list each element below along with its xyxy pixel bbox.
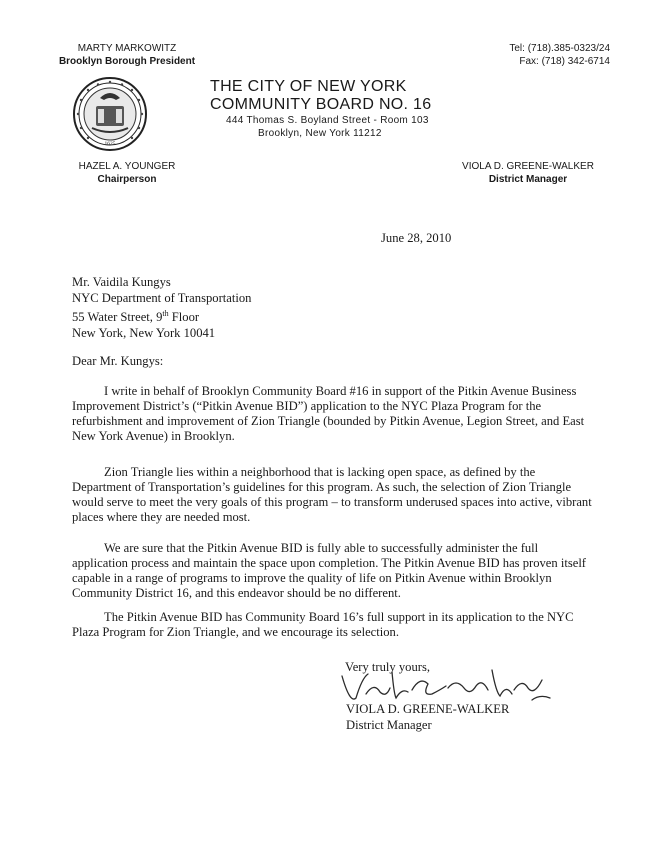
recipient-address — [72, 275, 251, 341]
body-paragraph-3: We are sure that the Pitkin Avenue BID is fully able to successfully administer the full application process and maintain the space upon completion. The Pitkin Avenue BID has proven itself capable in a range of programs to improve the quality of life on Pitkin Avenue within Brooklyn Community District 16, and this endeavor should be no different. — [72, 541, 587, 600]
title-line-2: COMMUNITY BOARD NO. 16 — [210, 96, 432, 113]
seal-year: 1625 — [104, 141, 116, 147]
address-line-2: Brooklyn, New York 11212 — [258, 128, 382, 139]
recipient-street: 55 Water Street, 9th Floor — [72, 309, 200, 325]
district-manager-title: District Manager — [488, 174, 568, 185]
signer-title: District Manager — [346, 717, 432, 732]
salutation: Dear Mr. Kungys: — [72, 354, 164, 368]
recipient-name: Mr. Vaidila Kungys — [72, 275, 171, 289]
chairperson-title: Chairperson — [97, 174, 157, 185]
borough-president-block — [52, 42, 202, 68]
district-manager-block — [448, 160, 608, 186]
title-line-1: THE CITY OF NEW YORK — [210, 78, 407, 95]
borough-president-name: MARTY MARKOWITZ — [77, 43, 177, 54]
letter-date: June 28, 2010 — [381, 231, 452, 245]
contact-block — [509, 42, 610, 68]
tel: Tel: (718).385-0323/24 — [509, 43, 610, 54]
recipient-org: NYC Department of Transportation — [72, 290, 252, 305]
signer-name: VIOLA D. GREENE-WALKER — [346, 702, 510, 716]
body-paragraph-2: Zion Triangle lies within a neighborhood that is lacking open space, as defined by the Department of Transportation’s guidelines for this program. As such, the selection of Zion Triangle would serve to meet the very goals of this program – to transform underused spaces into active, vibrant places where they are needed most. — [72, 465, 592, 524]
letterhead-title — [210, 78, 431, 140]
borough-president-title: Brooklyn Borough President — [58, 56, 196, 67]
district-manager-name: VIOLA D. GREENE-WALKER — [462, 161, 594, 172]
address-line-1: 444 Thomas S. Boyland Street - Room 103 — [226, 115, 429, 126]
city-seal-icon — [72, 76, 148, 152]
body-paragraph-1: I write in behalf of Brooklyn Community Board #16 in support of the Pitkin Avenue Business Improvement District’s (“Pitkin Avenue BID”) application to the NYC Plaza Program for the refurbishment and improvement of Zion Triangle (bounded by Pitkin Avenue, Legion Street, and East New York Avenue) in Brooklyn. — [72, 384, 585, 443]
closing: Very truly yours, — [345, 660, 430, 674]
chairperson-block — [52, 160, 202, 186]
chairperson-name: HAZEL A. YOUNGER — [78, 161, 176, 172]
body-paragraph-4: The Pitkin Avenue BID has Community Board 16’s full support in its application to the NYC Plaza Program for Zion Triangle, and we encourage its selection. — [72, 610, 574, 639]
recipient-city: New York, New York 10041 — [72, 325, 216, 340]
signature-block — [346, 702, 509, 733]
fax: Fax: (718) 342-6714 — [519, 56, 610, 67]
